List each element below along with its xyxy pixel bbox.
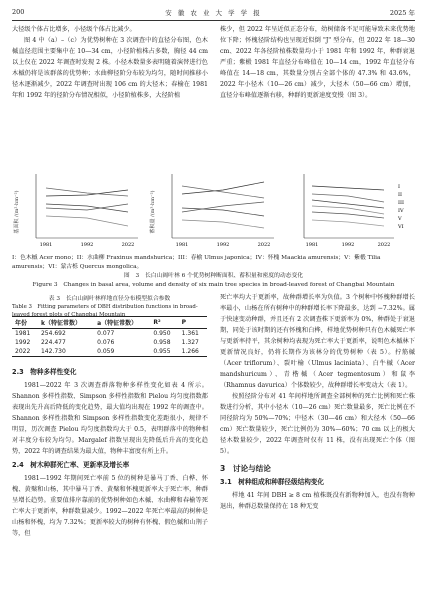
panel-density: [304, 174, 404, 248]
series-line-I: [312, 186, 384, 190]
table-row: [12, 347, 207, 357]
x-tick-label: 1992: [216, 242, 230, 248]
series-label: VI: [398, 224, 404, 230]
section-heading: 3 讨论与结论: [220, 464, 271, 473]
table-cell: 142.730: [40, 348, 66, 355]
table-cell: 254.692: [40, 330, 66, 337]
series-line-VI: [312, 220, 384, 226]
table-cell: 0.955: [153, 348, 171, 355]
journal-name: 安 徽 农 业 大 学 学 报: [165, 9, 262, 17]
table-cell: 0.950: [153, 330, 171, 337]
x-tick-label: 2022: [377, 242, 391, 248]
series-label: IV: [398, 208, 404, 214]
paragraph: 按照径阶分布对 41 年间样地所调查全部树种的死亡比例和死亡株数进行分析，其中小径木（10—26 cm）死亡数量最多，死亡比例在不同径阶均为 50%—70%；中径木（30—46 cm）和大径木（50—66 cm）死亡数量较少，死亡比例仍为 30%—60%；70 cm 以上的极大径木数量较少，2022 年调查时仅有 11 株，没有出现死亡个体（图 5）。: [220, 393, 415, 455]
figure-caption-en: Figure 3 Changes in basal area, volume and density of six main tree species in broad-leaved forest of Changbai Mountain: [32, 282, 395, 288]
series-line-II: [312, 194, 384, 202]
series-line-V: [182, 202, 264, 212]
table-cell: 1.266: [181, 348, 199, 355]
x-tick-label: 2022: [257, 242, 271, 248]
series-line-III: [182, 208, 264, 216]
series-label: III: [398, 200, 404, 206]
series-line-IV: [46, 216, 128, 226]
figure-caption: 图 3 长白山阔叶林 6 个优势树种断面积、蓄积量和密度的动态变化: [123, 273, 304, 279]
column-header: R²: [153, 319, 161, 326]
table-cell: 1.327: [181, 339, 199, 346]
table-caption-en: Table 3 Fitting parameters of DBH distribution functions in broad-leaved forest plots of Changbai Mountain: [12, 304, 198, 318]
table-row: [12, 329, 207, 339]
series-line-III: [46, 204, 128, 212]
right-column-bottom: [220, 292, 415, 512]
panel-basal-area: [13, 174, 138, 248]
left-column-bottom: [12, 364, 208, 539]
journal-year: 2025 年: [389, 9, 415, 17]
y-axis-label: 蓄积量 /(m³·hm⁻²): [150, 190, 156, 234]
table-cell: 2022: [15, 348, 31, 355]
figure-3-plots: [12, 168, 415, 252]
table-cell: 0.076: [97, 339, 115, 346]
paragraph: 1981—2022 年 3 次调查群落物种多样性变化如表 4 所示。Shannon 多样性指数、Simpson 多样性指数和 Pielou 均匀度指数都表现出先升高后降低的变化趋势，最大值均出现在 1992 年的调查中。Shannon 多样性指数和 Simpson 多样性指数变化差距很小，规律不明显，历次调查 Pielou 均匀度指数均大于 0.5，表明群落中的物种相对丰度分布较为均匀。Margalef 指数呈现出先降低后升高的变化趋势，2022 年的调查结果为最大值，物种丰富度有所上升。: [12, 382, 208, 455]
left-column-top: [12, 24, 208, 101]
paragraph: 样地 41 年间 DBH ≥ 8 cm 植株既没有新物种加入，也没有物种退出，种群总数量保持在 18 种无变: [220, 492, 415, 510]
table-caption: 表 3 长白山阔叶林样地直径分布模型拟合参数: [48, 296, 171, 302]
series-label: V: [398, 216, 402, 222]
paragraph: 死亡率均大于更新率，故种群增长率为负值。3 个树种中怀槐种群增长率最小，山杨在所有树种中的种群增长率下降最多，达到 −7.32%。属于快速变动种群，并且还有 2 次调查株下更新率为 0%，种群处于衰退期，同处于该时期的还有怀槐和白桦，样地优势树种只有色木槭死亡率与更新率持平，其余树种均表现为死亡率大于更新率，说明色木槭林下更新情况良好，仍将长期作为该林分的优势树种（表 5）。拧筋槭（Acer triflorum）、裂叶榆（Ulmus laciniata）、白牛槭（Acer mandshuricum）、青楷槭（Acer tegmentosum）和鼠李（Rhamnus davurica）个体数较少，故种群增长率变动大（表 1）。: [220, 294, 415, 389]
table-cell: 0.958: [153, 339, 171, 346]
x-tick-label: 2022: [121, 242, 135, 248]
table-row: [12, 338, 207, 347]
x-tick-label: 1992: [80, 242, 94, 248]
series-label: II: [398, 192, 402, 198]
x-tick-label: 1981: [175, 242, 189, 248]
right-column-top: [220, 24, 415, 101]
x-tick-label: 1981: [305, 242, 319, 248]
table-cell: 224.477: [40, 339, 66, 346]
table-cell: 1981: [15, 330, 31, 337]
table-cell: 1.361: [181, 330, 199, 337]
table-cell: 1992: [15, 339, 31, 346]
paragraph: 图 4 中（a）–（c）为优势树种在 3 次调查中的直径分布图，色木槭直径范围主要集中在 10—34 cm，小径阶植株占多数，胸径 44 cm 以上仅在 2022 年调查时发现 2 株。小径木数量多表明随着演替进行色木槭仍将是该群落的优势种；水曲柳径阶分布较为均匀，随时间推移小径木逐渐减少，2022 年调查时出现 106 cm 的大径木；春榆在 1981 年和 1992 年的径阶分布情况相似，小径阶植株多，大径阶植: [12, 37, 208, 99]
series-line-IV: [182, 220, 264, 228]
paragraph: 株少，但 2022 年呈近似正态分布，幼树储备不足可能导致未来优势地位下降；怀槐径阶结构也呈现近似倒 "J" 型分布，但 2022 年 18—30 cm、2022 年各径阶植株数量均小于 1981 年和 1992 年，种群衰退严重；紫椴 1981 年直径分布峰值在 10—14 cm，1992 年直径分布峰值在 14—18 cm，其数量分别占全部个体的 47.3% 和 43.6%，2022 年小径木（10—26 cm）减少，大径木（50—66 cm）增加，直径分布峰值逐渐右移，种群的更新速度变慢（图 3）。: [220, 26, 415, 99]
x-tick-label: 1992: [341, 242, 355, 248]
column-header: 年份: [15, 320, 28, 327]
section-heading: 3.1 树种组成和种群径级结构变化: [220, 478, 324, 486]
table-header-row: [12, 317, 207, 329]
column-header: P: [181, 319, 187, 326]
running-header: [12, 6, 415, 21]
table-cell: 0.059: [97, 348, 115, 355]
page-number: 200: [12, 8, 25, 16]
section-heading: 2.4 树木种群死亡率、更新率及增长率: [12, 461, 130, 469]
x-tick-label: 1981: [39, 242, 53, 248]
paragraph: 大径级个体占比增多，小径级个体占比减少。: [12, 26, 136, 33]
panel-volume: [149, 174, 274, 248]
table-3: [12, 316, 207, 357]
table-cell: 0.077: [97, 330, 115, 337]
figure-legend: I：色木槭 Acer mono；II：水曲柳 Fraxinus mandshurica；III：春榆 Ulmus japonica；IV：怀槐 Maackia amurensis；V：紫椴 Tilia amurensis；VI：蒙古栎 Quercus mongolica。: [12, 255, 381, 270]
paragraph: 1981—1992 年期间死亡率前 5 位的树种是暴马丁香、白桦、怀槐、黄檗和山杨，其中暴马丁香、黄檗和怀槐更新率大于死亡率，种群呈增长趋势。重要值排序靠前的优势树种如色木槭、水曲柳和春榆等死亡率大于更新率，种群数量减少。1992—2022 年死亡率最高的树种是山杨和怀槐，均为 7.32%；更新率较大的树种有怀槐、假色槭和山荆子等，但: [12, 475, 208, 537]
column-header: a（特征常数）: [97, 320, 138, 327]
series-line-V: [312, 212, 384, 218]
series-line-II: [182, 186, 264, 198]
column-header: k（特征常数）: [40, 320, 81, 327]
y-axis-label: 基面积 /(m²·hm⁻²): [14, 190, 20, 234]
section-heading: 2.3 物种多样性变化: [12, 368, 77, 376]
series-label: I: [398, 184, 400, 190]
